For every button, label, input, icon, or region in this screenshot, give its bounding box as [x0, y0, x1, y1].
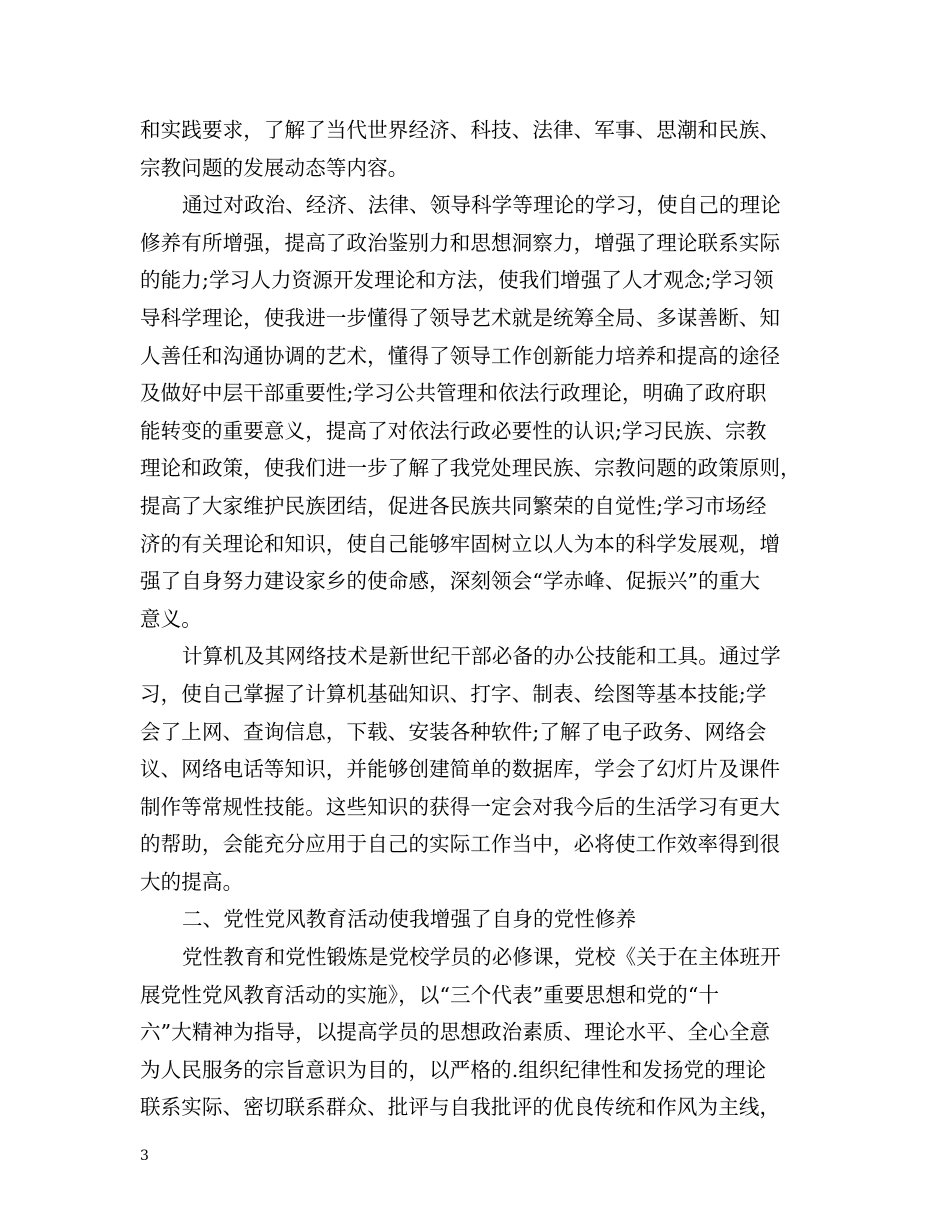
text-line: 通过对政治、经济、法律、领导科学等理论的学习，使自己的理论	[182, 193, 781, 218]
text-line: 为人民服务的宗旨意识为目的，以严格的.组织纪律性和发扬党的理论	[140, 1057, 767, 1082]
text-line: 二、党性党风教育活动使我增强了自身的党性修养	[182, 907, 637, 932]
text-line: 导科学理论，使我进一步懂得了领导艺术就是统筹全局、多谋善断、知	[140, 305, 781, 330]
text-line: 意义。	[140, 606, 202, 631]
text-line: 和实践要求，了解了当代世界经济、科技、法律、军事、思潮和民族、	[140, 118, 781, 142]
text-line: 六”大精神为指导，以提高学员的思想政治素质、理论水平、全心全意	[140, 1020, 771, 1045]
text-line: 能转变的重要意义，提高了对依法行政必要性的认识;学习民族、宗教	[140, 418, 767, 443]
text-line: 展党性党风教育活动的实施》，以“三个代表”重要思想和党的“十	[140, 982, 720, 1007]
text-line: 济的有关理论和知识，使自己能够牢固树立以人为本的科学发展观，增	[140, 531, 781, 556]
text-line: 习，使自己掌握了计算机基础知识、打字、制表、绘图等基本技能;学	[140, 681, 767, 706]
text-line: 的帮助，会能充分应用于自己的实际工作当中，必将使工作效率得到很	[140, 832, 781, 857]
page-number: 3	[140, 1148, 149, 1164]
text-line: 计算机及其网络技术是新世纪干部必备的办公技能和工具。通过学	[182, 644, 781, 669]
text-line: 的能力;学习人力资源开发理论和方法，使我们增强了人才观念;学习领	[140, 268, 774, 293]
text-line: 强了自身努力建设家乡的使命感，深刻领会“学赤峰、促振兴”的重大	[140, 569, 761, 594]
text-line: 大的提高。	[140, 869, 244, 894]
text-line: 及做好中层干部重要性;学习公共管理和依法行政理论，明确了政府职	[140, 381, 767, 406]
text-line: 理论和政策，使我们进一步了解了我党处理民族、宗教问题的政策原则，	[140, 456, 801, 481]
text-line: 会了上网、查询信息，下载、安装各种软件;了解了电子政务、网络会	[140, 719, 767, 744]
text-line: 联系实际、密切联系群众、批评与自我批评的优良传统和作风为主线，	[140, 1095, 781, 1120]
text-line: 议、网络电话等知识，并能够创建简单的数据库，学会了幻灯片及课件	[140, 757, 781, 782]
text-line: 制作等常规性技能。这些知识的获得一定会对我今后的生活学习有更大	[140, 794, 781, 819]
text-line: 宗教问题的发展动态等内容。	[140, 155, 409, 180]
text-line: 人善任和沟通协调的艺术，懂得了领导工作创新能力培养和提高的途径	[140, 343, 781, 368]
text-line: 修养有所增强，提高了政治鉴别力和思想洞察力，增强了理论联系实际	[140, 230, 781, 255]
body-text	[140, 112, 820, 1127]
text-line: 党性教育和党性锻炼是党校学员的必修课，党校《关于在主体班开	[182, 945, 781, 970]
text-line: 提高了大家维护民族团结，促进各民族共同繁荣的自觉性;学习市场经	[140, 493, 767, 518]
